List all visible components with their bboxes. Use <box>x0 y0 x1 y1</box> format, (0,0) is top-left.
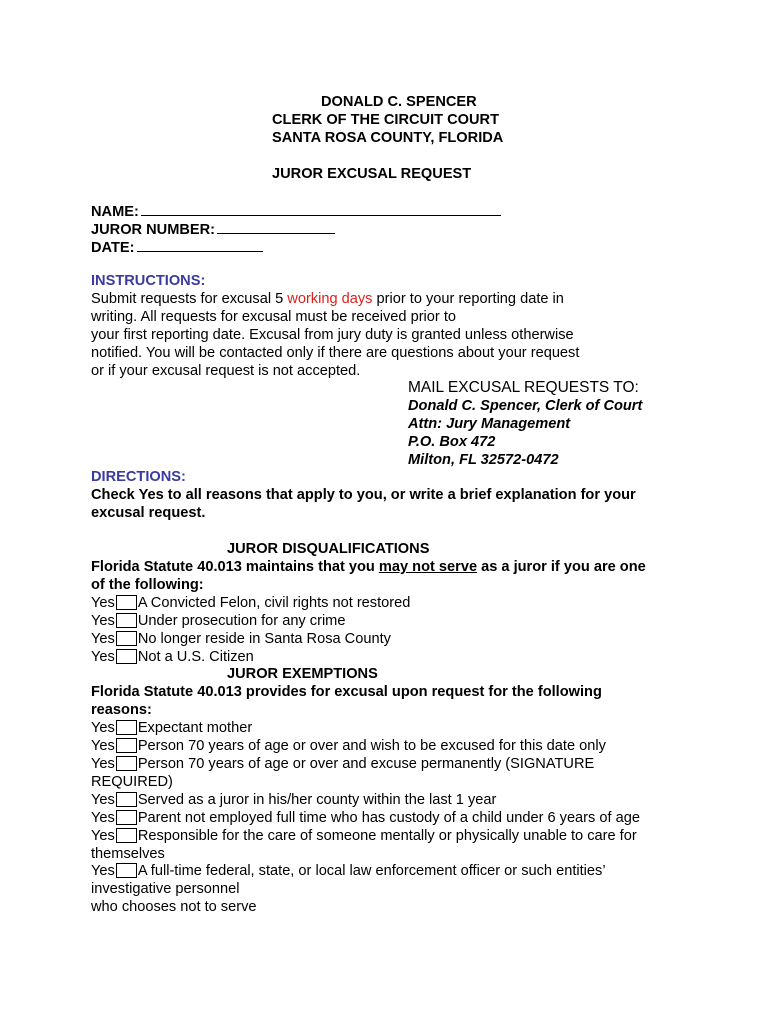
directions-line-1: Check Yes to all reasons that apply to you, or write a brief explanation for your <box>91 487 636 503</box>
yes-checkbox[interactable] <box>116 631 137 646</box>
juror-number-label: JUROR NUMBER: <box>91 222 216 238</box>
yes-label: Yes <box>91 595 115 611</box>
yes-checkbox[interactable] <box>116 792 137 807</box>
exemption-option <box>91 809 640 827</box>
instructions-text: Submit requests for excusal 5 <box>91 291 288 307</box>
exemption-option <box>91 719 252 737</box>
yes-checkbox[interactable] <box>116 828 137 843</box>
form-title: JUROR EXCUSAL REQUEST <box>272 166 472 182</box>
yes-checkbox[interactable] <box>116 649 137 664</box>
option-text: Parent not employed full time who has custody of a child under 6 years of age <box>137 810 640 826</box>
instructions-line-4: notified. You will be contacted only if there are questions about your request <box>91 345 580 361</box>
disqualifications-statute-line-2: of the following: <box>91 577 204 593</box>
option-text: Person 70 years of age or over and excuse permanently (SIGNATURE <box>137 756 595 772</box>
name-input-line[interactable] <box>141 201 501 216</box>
exemptions-statute-line-1: Florida Statute 40.013 provides for excusal upon request for the following <box>91 684 602 700</box>
option-text: Under prosecution for any crime <box>137 613 346 629</box>
name-field[interactable] <box>91 201 501 221</box>
option-continuation: REQUIRED) <box>91 774 173 790</box>
clerk-name: DONALD C. SPENCER <box>321 94 477 110</box>
yes-label: Yes <box>91 810 115 826</box>
mail-heading: MAIL EXCUSAL REQUESTS TO: <box>408 379 639 396</box>
option-text: Served as a juror in his/her county within the last 1 year <box>137 792 497 808</box>
yes-label: Yes <box>91 756 115 772</box>
may-not-serve-emphasis: may not serve <box>378 559 478 575</box>
disqualification-option <box>91 630 391 648</box>
yes-checkbox[interactable] <box>116 613 137 628</box>
exemptions-heading: JUROR EXEMPTIONS <box>227 666 378 682</box>
yes-checkbox[interactable] <box>116 863 137 878</box>
option-continuation: who chooses not to serve <box>91 899 257 915</box>
option-text: Person 70 years of age or over and wish to be excused for this date only <box>137 738 606 754</box>
disqualifications-heading: JUROR DISQUALIFICATIONS <box>227 541 430 557</box>
yes-label: Yes <box>91 649 115 665</box>
statute-text: as a juror if you are one <box>477 559 646 575</box>
yes-label: Yes <box>91 792 115 808</box>
date-field[interactable] <box>91 237 263 257</box>
instructions-line-3: your first reporting date. Excusal from jury duty is granted unless otherwise <box>91 327 574 343</box>
disqualification-option <box>91 612 345 630</box>
county-name: SANTA ROSA COUNTY, FLORIDA <box>272 130 504 146</box>
option-continuation: investigative personnel <box>91 881 240 897</box>
exemption-option <box>91 827 637 845</box>
date-input-line[interactable] <box>137 237 263 252</box>
yes-label: Yes <box>91 828 115 844</box>
option-text: Expectant mother <box>137 720 253 736</box>
mail-address-line-1: Donald C. Spencer, Clerk of Court <box>408 398 643 414</box>
name-label: NAME: <box>91 204 139 220</box>
disqualifications-statute <box>91 558 646 576</box>
yes-checkbox[interactable] <box>116 810 137 825</box>
juror-number-input-line[interactable] <box>217 219 335 234</box>
disqualification-option <box>91 594 410 612</box>
option-continuation: themselves <box>91 846 165 862</box>
mail-address-line-3: P.O. Box 472 <box>408 434 496 450</box>
working-days-highlight: working days <box>287 291 373 307</box>
yes-checkbox[interactable] <box>116 756 137 771</box>
option-text: A full-time federal, state, or local law enforcement officer or such entities’ <box>137 863 606 879</box>
mail-address-line-4: Milton, FL 32572-0472 <box>408 452 559 468</box>
exemption-option <box>91 862 606 880</box>
clerk-office: CLERK OF THE CIRCUIT COURT <box>272 112 500 128</box>
yes-label: Yes <box>91 738 115 754</box>
option-text: No longer reside in Santa Rosa County <box>137 631 391 647</box>
exemption-option <box>91 791 496 809</box>
directions-heading: DIRECTIONS: <box>91 469 186 485</box>
instructions-heading: INSTRUCTIONS: <box>91 273 206 289</box>
exemption-option <box>91 737 606 755</box>
yes-label: Yes <box>91 720 115 736</box>
exemption-option <box>91 755 594 773</box>
instructions-line-5: or if your excusal request is not accepted. <box>91 363 361 379</box>
option-text: A Convicted Felon, civil rights not restored <box>137 595 411 611</box>
yes-label: Yes <box>91 613 115 629</box>
exemptions-statute-line-2: reasons: <box>91 702 152 718</box>
instructions-line-1 <box>91 290 564 308</box>
option-text: Responsible for the care of someone mentally or physically unable to care for <box>137 828 637 844</box>
disqualification-option <box>91 648 254 666</box>
mail-address-line-2: Attn: Jury Management <box>408 416 571 432</box>
juror-number-field[interactable] <box>91 219 335 239</box>
option-text: Not a U.S. Citizen <box>137 649 254 665</box>
yes-label: Yes <box>91 863 115 879</box>
directions-line-2: excusal request. <box>91 505 206 521</box>
yes-checkbox[interactable] <box>116 720 137 735</box>
statute-text: Florida Statute 40.013 maintains that you <box>91 559 379 575</box>
instructions-line-2: writing. All requests for excusal must be received prior to <box>91 309 457 325</box>
yes-checkbox[interactable] <box>116 738 137 753</box>
yes-checkbox[interactable] <box>116 595 137 610</box>
instructions-text: prior to your reporting date in <box>372 291 564 307</box>
date-label: DATE: <box>91 240 135 256</box>
yes-label: Yes <box>91 631 115 647</box>
